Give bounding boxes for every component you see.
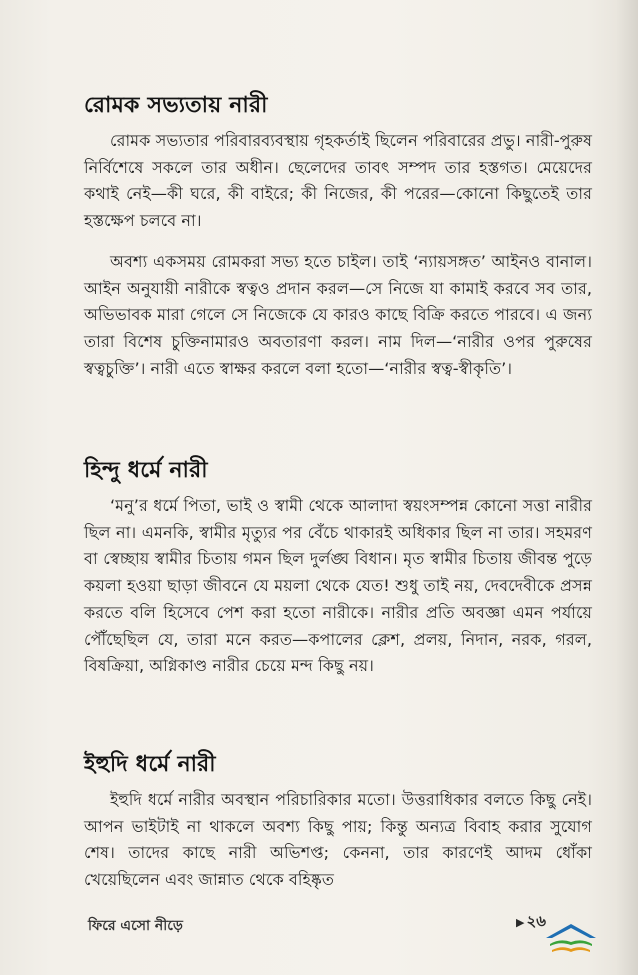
section-heading: হিন্দু ধর্মে নারী [84,458,208,483]
page-number-value: ২৬ [526,912,546,930]
page-edge-shadow [616,0,638,975]
paragraph: রোমক সভ্যতার পরিবারব্যবস্থায় গৃহকর্তাই ছিলেন পরিবারের প্রভু। নারী-পুরুষ নির্বিশেষে সকলে তার অধীন। ছেলেদের তাবৎ সম্পদ তার হস্তগত। মেয়েদের কথাই নেই—কী ঘরে, কী বাইরে; কী নিজের, কী পরের—কোনো কিছুতেই তার হস্তক্ষেপ চলবে না। [84,131,592,231]
section-hindu [84,457,592,694]
section-heading: রোমক সভ্যতায় নারী [84,93,268,118]
section-jewish [84,751,592,908]
paragraph: ইহুদি ধর্মে নারীর অবস্থান পরিচারিকার মতো। উত্তরাধিকার বলতে কিছু নেই। আপন ভাইটাই না থাকলে অবশ্য কিছু পায়; কিন্তু অন্যত্র বিবাহ করার সুযোগ শেষ। তাদের কাছে নারী অভিশপ্ত; কেননা, তার কারণেই আদম ধোঁকা খেয়েছিলেন এবং জান্নাত থেকে বহিষ্কৃত [84,790,592,890]
publisher-logo-icon [540,918,602,956]
paragraph: অবশ্য একসময় রোমকরা সভ্য হতে চাইল। তাই ‘ন্যায়সঙ্গত’ আইনও বানাল। আইন অনুযায়ী নারীকে স্বত্বও প্রদান করল—সে নিজে যা কামাই করবে সব তার, অভিভাবক মারা গেলে সে নিজেকে যে কারও কাছে বিক্রি করতে পারবে। এ জন্য তারা বিশেষ চুক্তিনামারও অবতারণা করল। নাম দিল—‘নারীর ওপর পুরুষের স্বত্বচুক্তি’। নারী এতে স্বাক্ষর করলে বলা হতো—‘নারীর স্বত্ব-স্বীকৃতি’। [84,251,592,378]
triangle-right-icon: ▶ [516,916,525,929]
section-heading: ইহুদি ধর্মে নারী [84,752,216,777]
section-roman [84,92,592,396]
footer-book-title: ফিরে এসো নীড়ে [88,918,183,934]
paragraph: ‘মনু’র ধর্মে পিতা, ভাই ও স্বামী থেকে আলাদা স্বয়ংসম্পন্ন কোনো সত্তা নারীর ছিল না। এমনকি, স্বামীর মৃত্যুর পর বেঁচে থাকারই অধিকার ছিল না তার। সহমরণ বা স্বেচ্ছায় স্বামীর চিতায় গমন ছিল দুর্লঙ্ঘ বিধান। মৃত স্বামীর চিতায় জীবন্ত পুড়ে কয়লা হওয়া ছাড়া জীবনে যে ময়লা থেকে যেত! শুধু তাই নয়, দেবদেবীকে প্রসন্ন করতে বলি হিসেবে পেশ করা হতো নারীকে। নারীর প্রতি অবজ্ঞা এমন পর্যায়ে পৌঁছেছিল যে, তারা মনে করত—কপালের ক্লেশ, প্রলয়, নিদান, নরক, গরল, বিষক্রিয়া, অগ্নিকাণ্ড নারীর চেয়ে মন্দ কিছু নয়। [84,496,592,676]
